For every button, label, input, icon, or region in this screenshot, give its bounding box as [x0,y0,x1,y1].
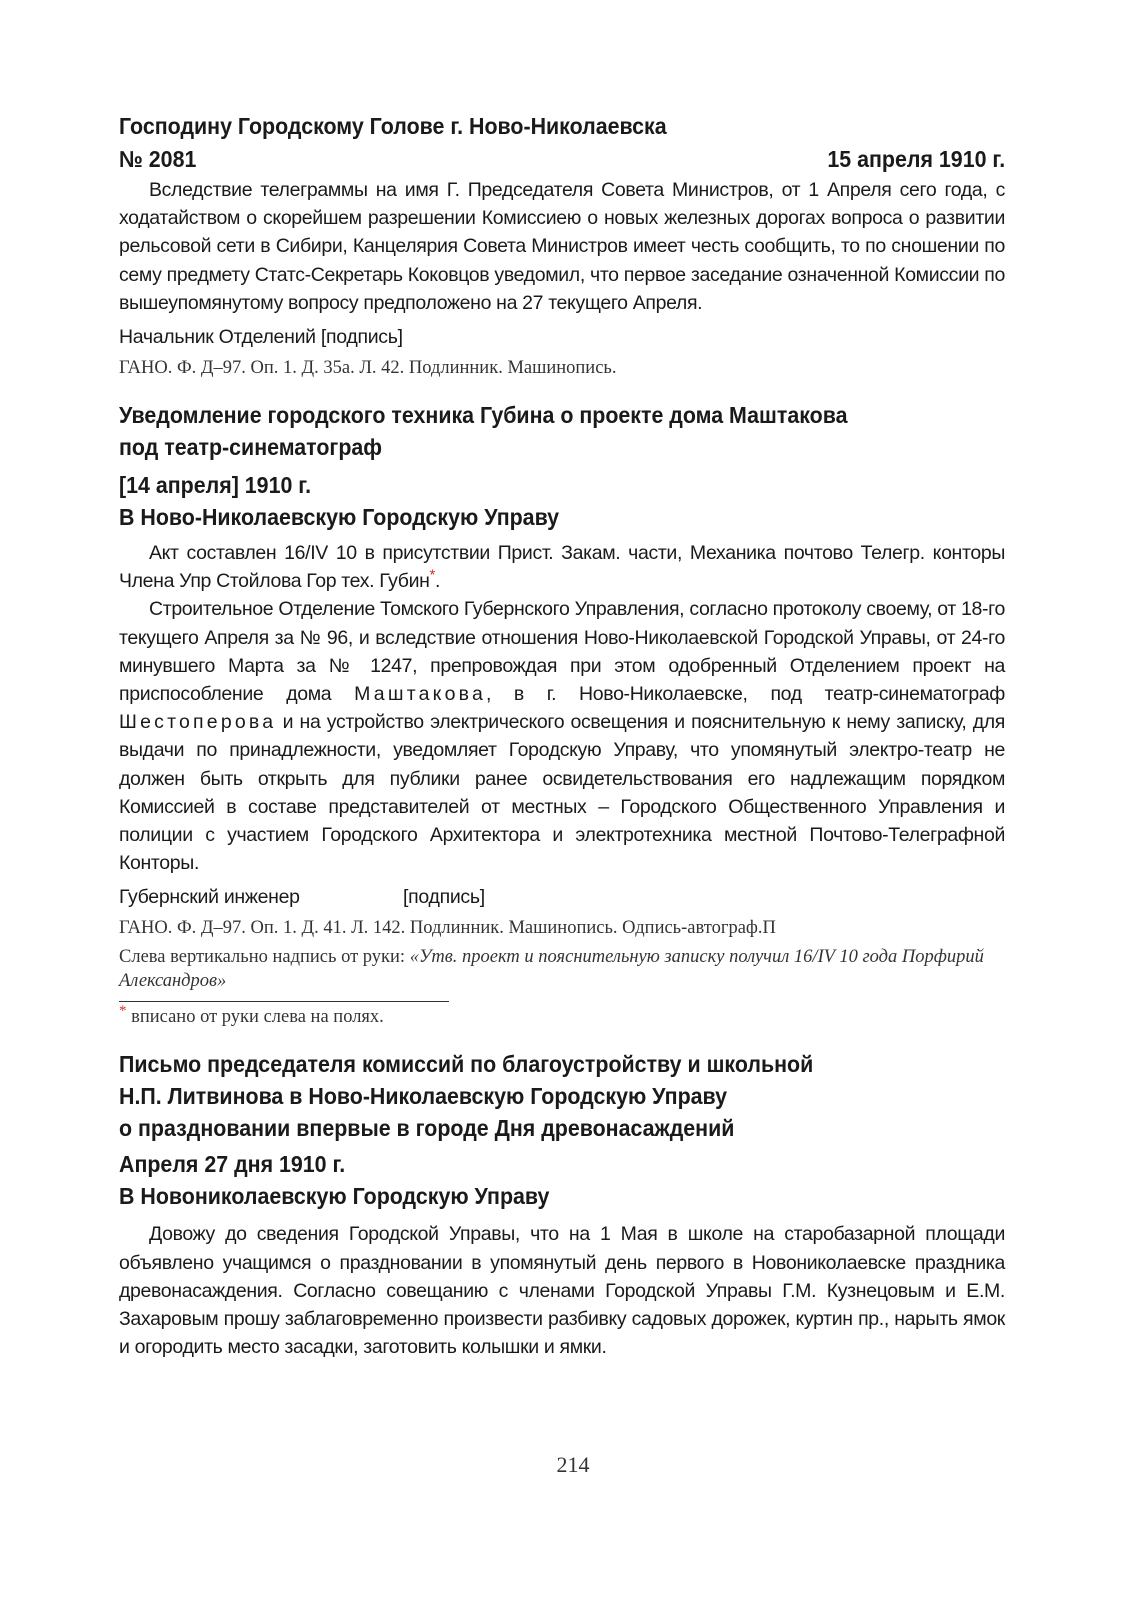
doc2-signature [119,883,1005,911]
doc2-note-quote: «Утв. проект и пояснительную записку получил 16/IV 10 года Порфирий Александров» [119,947,984,992]
doc3-title-line-2: Н.П. Литвинова в Ново-Николаевскую Городскую Управу [119,1083,728,1110]
doc1-body: Вследствие телеграммы на имя Г. Председателя Совета Министров, от 1 Апреля сего года, с ходатайством о скорейшем разрешении Комиссиею о новых железных дорогах вопроса о развитии рельсовой сети в Сибири, Канцелярия Совета Министров имеет честь сообщить, то по сношении по сему предмету Статс-Секретарь Коковцов уведомил, что первое заседание означенной Комиссии по вышеупомянутому вопросу предположено на 27 текущего Апреля. [119,179,1005,314]
footnote-marker: * [429,566,436,584]
doc3-title-line-1: Письмо председателя комиссий по благоустройству и школьной [119,1051,814,1078]
document-3 [119,1048,1005,1361]
document-2 [119,399,1005,1030]
person-name-mashtakov: Маштакова [354,683,487,706]
doc1-signature: Начальник Отделений [подпись] [119,326,403,349]
doc2-paragraph-1-end: . [435,570,441,593]
doc1-number-date-row [119,142,1005,176]
doc1-title: Господину Городскому Голове г. Ново-Николаевска [119,113,667,139]
doc2-signature-role: Губернский инженер [119,886,300,909]
doc1-date: 15 апреля 1910 г. [827,146,1005,172]
doc2-addressee: В Ново-Николаевскую Городскую Управу [119,504,560,531]
doc2-paragraph-2 [119,595,1005,877]
doc2-paragraph-1-text: Акт составлен 16/IV 10 в присутствии Прист. Закам. части, Механика почтово Телегр. конторы Члена Упр Стойлова Гор тех. Губин [119,542,1005,593]
doc2-title-line-1: Уведомление городского техника Губина о проекте дома Маштакова [119,402,848,429]
footnote-divider [119,1001,449,1002]
person-name-shestoperov: Шестоперова [119,711,277,734]
doc3-date: Апреля 27 дня 1910 г. [119,1151,346,1178]
doc2-signature-mark: [подпись] [403,886,485,909]
doc2-source: ГАНО. Ф. Д–97. Оп. 1. Д. 41. Л. 142. Подлинник. Машинопись. Одпись-автограф.П [119,918,776,939]
doc2-paragraph-1 [119,539,1005,595]
footnote-marker: * [119,1003,127,1020]
doc2-title-line-2: под театр-синематограф [119,434,383,461]
doc3-addressee: В Новониколаевскую Городскую Управу [119,1183,550,1210]
doc1-number: № 2081 [119,146,197,172]
document-page [119,110,1005,1361]
doc2-paragraph-2-part-a: Строительное Отделение Томского Губернского Управления, согласно протоколу своему, от 18-го текущего Апреля за № 96, и вследствие отношения Ново-Николаевской Городской Управы, от 24-го минувшего Марта за № 1247, препровождая при этом одобренный Отделением проект на приспособление дома [119,598,1005,706]
page-number: 214 [556,1452,590,1477]
doc2-paragraph-2-part-c: и на устройство электрического освещения и пояснительную к нему записку, для выдачи по принадлежности, уведомляет Городскую Управу, что упомянутый электро-театр не должен быть открыть для публики ранее освидетельствования его надлежащим порядком Комиссией в составе представителей от местных – Городского Общественного Управления и полиции с участием Городского Архитектора и электротехника местной Почтово-Телеграфной Конторы. [119,711,1005,875]
doc3-title-line-3: о праздновании впервые в городе Дня древонасаждений [119,1115,735,1142]
document-1 [119,110,1005,381]
doc2-footnote-text: вписано от руки слева на полях. [131,1007,384,1028]
doc2-date: [14 апреля] 1910 г. [119,472,312,499]
doc2-paragraph-2-part-b: , в г. Ново-Николаевске, под театр-синематограф [486,683,1006,706]
doc2-margin-note [119,945,1005,993]
doc2-note-prefix: Слева вертикально надпись от руки: [119,947,406,968]
doc1-source: ГАНО. Ф. Д–97. Оп. 1. Д. 35а. Л. 42. Подлинник. Машинопись. [119,358,617,379]
doc3-body: Довожу до сведения Городской Управы, что на 1 Мая в школе на старобазарной площади объявлено учащимся о праздновании в упомянутый день первого в Новониколаевске праздника древонасаждения. Согласно совещанию с членами Городской Управы Г.М. Кузнецовым и Е.М. Захаровым прошу заблаговременно произвести разбивку садовых дорожек, куртин пр., нарыть ямок и огородить место засадки, заготовить колышки и ямки. [119,1223,1005,1359]
doc2-footnote [119,1004,1005,1030]
